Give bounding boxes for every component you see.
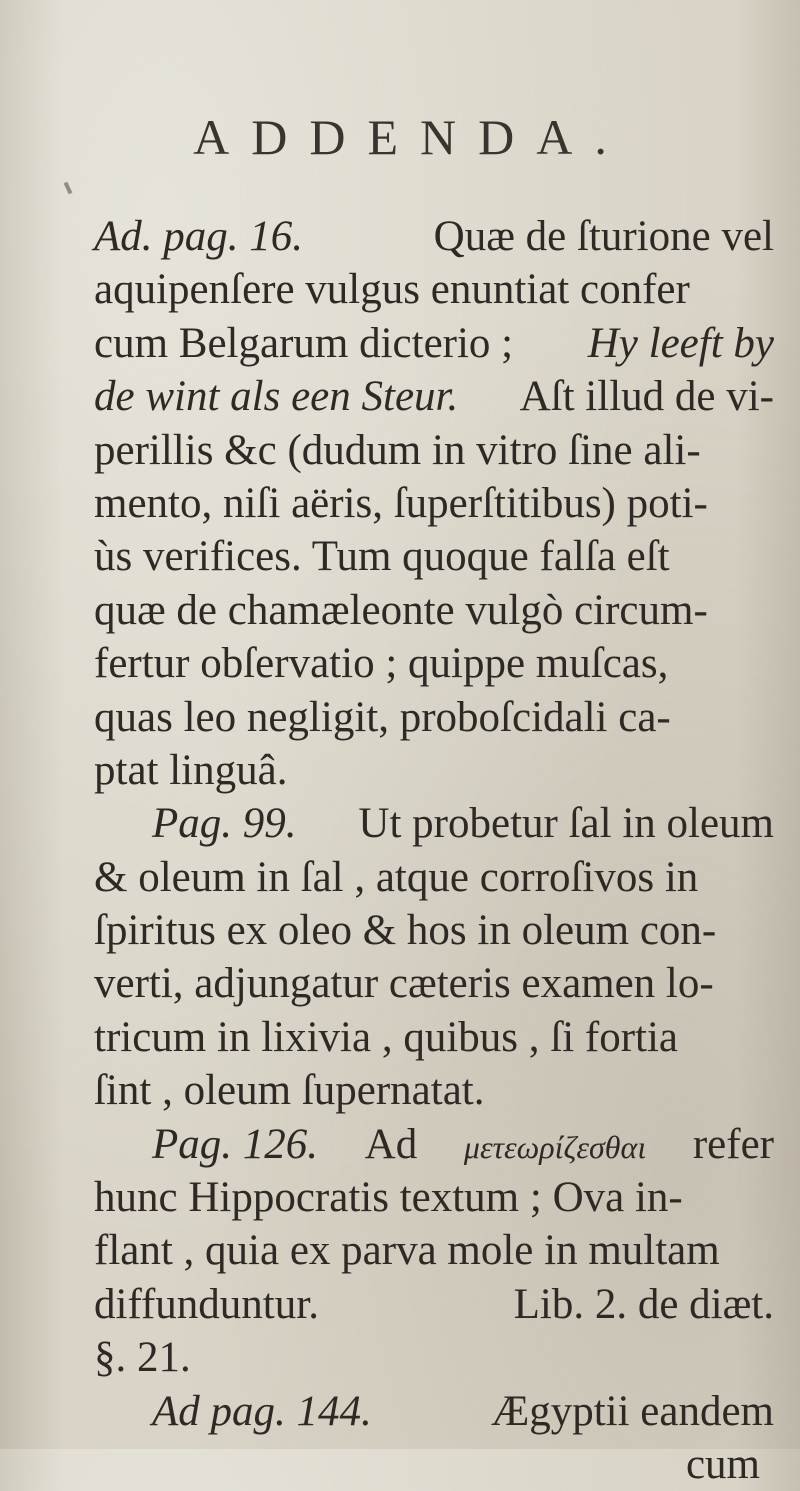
dutch-proverb: Hy leeft by — [587, 319, 774, 367]
text-line — [94, 1224, 774, 1277]
page-reference: Pag. 126. — [152, 1120, 319, 1168]
text-line — [94, 637, 774, 690]
text-segment: Ad — [364, 1120, 418, 1168]
text-line — [94, 263, 774, 316]
text-line — [94, 797, 774, 850]
text-line — [94, 210, 774, 263]
text-segment: Ut probetur ſal in oleum — [358, 800, 774, 848]
text-segment: quas leo negligit, proboſcidali ca- — [94, 693, 671, 741]
text-segment: perillis &c (dudum in vitro ſine ali- — [94, 426, 701, 474]
text-segment: ptat linguâ. — [94, 746, 288, 794]
text-line — [94, 1118, 774, 1171]
text-segment: hunc Hippocratis textum ; Ova in- — [94, 1174, 683, 1222]
page-reference: Ad pag. 144. — [152, 1387, 372, 1435]
text-line — [94, 1064, 774, 1117]
text-segment: ſint , oleum ſupernatat. — [94, 1067, 485, 1115]
text-line — [94, 1011, 774, 1064]
text-segment: Ægyptii eandem — [490, 1387, 774, 1435]
text-line — [94, 1331, 774, 1384]
text-segment: refer — [692, 1120, 774, 1168]
page-title: ADDENDA. — [193, 109, 629, 165]
text-segment: ùs verifices. Tum quoque falſa eſt — [94, 533, 670, 581]
page-reference: Pag. 99. — [152, 800, 297, 848]
text-segment: & oleum in ſal , atque corroſivos in — [94, 853, 699, 901]
text-segment: cum Belgarum dicterio ; — [94, 319, 514, 367]
text-segment: §. 21. — [94, 1334, 191, 1382]
text-segment: fertur obſervatio ; quippe muſcas, — [94, 640, 669, 688]
text-segment: ſpiritus ex oleo & hos in oleum con- — [94, 907, 717, 955]
ink-mark — [64, 182, 73, 195]
text-segment: aquipenſere vulgus enuntiat confer — [94, 266, 690, 314]
text-line — [94, 477, 774, 530]
text-line — [94, 957, 774, 1010]
text-line — [94, 1171, 774, 1224]
text-segment: Quæ de ſturione vel — [433, 213, 774, 260]
catchword-text: cum — [685, 1440, 760, 1488]
text-line — [94, 851, 774, 904]
dutch-proverb: de wint als een Steur. — [94, 373, 459, 421]
text-line — [94, 530, 774, 583]
text-segment: flant , quia ex parva mole in multam — [94, 1227, 720, 1275]
text-segment: quæ de chamæleonte vulgò circum- — [94, 586, 708, 634]
text-line — [94, 1385, 774, 1438]
page-reference: Ad. pag. 16. — [94, 213, 304, 260]
greek-word: μετεωρίζεσθαι — [463, 1128, 647, 1165]
text-segment: diffunduntur. — [94, 1280, 319, 1328]
text-line — [94, 904, 774, 957]
addenda-text — [94, 210, 774, 1491]
text-line — [94, 744, 774, 797]
text-segment: Aſt illud de vi- — [519, 373, 774, 421]
text-line — [94, 317, 774, 370]
text-line — [94, 584, 774, 637]
text-segment: tricum in lixivia , quibus , ſi fortia — [94, 1013, 679, 1061]
text-segment: Lib. 2. de diæt. — [513, 1280, 774, 1328]
text-line — [94, 691, 774, 744]
text-segment: verti, adjungatur cæteris examen lo- — [94, 960, 714, 1008]
text-segment: mento, niſi aëris, ſuperſtitibus) poti- — [94, 479, 708, 527]
text-line — [94, 1278, 774, 1331]
catchword — [94, 1438, 774, 1491]
text-line — [94, 370, 774, 423]
text-line — [94, 424, 774, 477]
